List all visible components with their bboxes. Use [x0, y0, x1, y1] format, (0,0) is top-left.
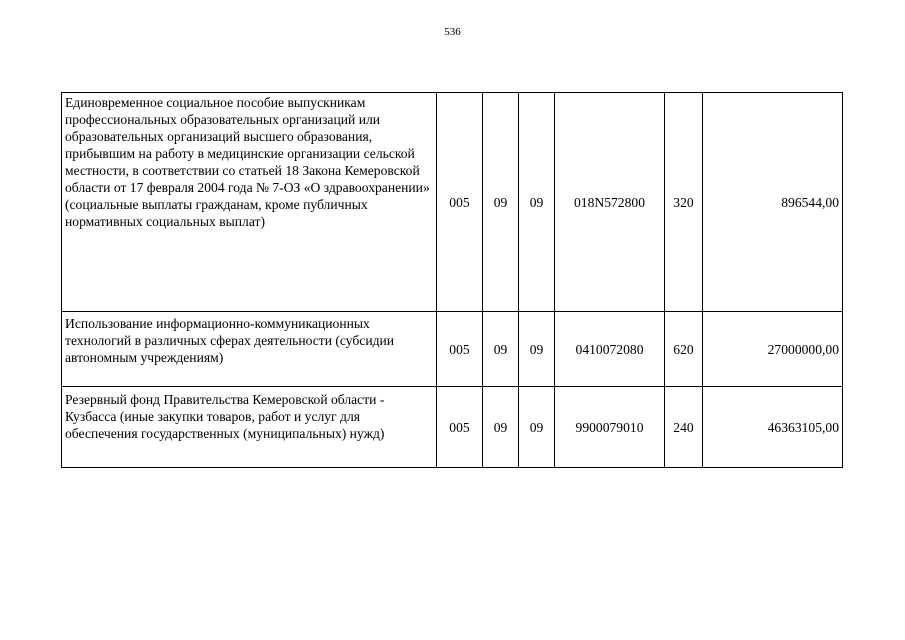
row-ministry-code: 005 — [437, 387, 483, 468]
row-amount: 896544,00 — [703, 93, 843, 312]
page-number: 536 — [444, 26, 461, 38]
row-ministry-code: 005 — [437, 93, 483, 312]
row-expense-type-code: 320 — [665, 93, 703, 312]
table-row — [62, 312, 843, 387]
row-subsection-code: 09 — [519, 93, 555, 312]
row-section-code: 09 — [483, 93, 519, 312]
row-name: Единовременное социальное пособие выпускникам профессиональных образовательных организаций или образовательных организаций высшего образования, прибывшим на работу в медицинские организации сельской местности, в соответствии со статьей 18 Закона Кемеровской области от 17 февраля 2004 года № 7-ОЗ «О здравоохранении» (социальные выплаты гражданам, кроме публичных нормативных социальных выплат) — [62, 93, 437, 312]
row-section-code: 09 — [483, 387, 519, 468]
row-expense-type-code: 620 — [665, 312, 703, 387]
row-subsection-code: 09 — [519, 387, 555, 468]
row-section-code: 09 — [483, 312, 519, 387]
row-amount: 46363105,00 — [703, 387, 843, 468]
table-row — [62, 93, 843, 312]
row-name: Резервный фонд Правительства Кемеровской области - Кузбасса (иные закупки товаров, работ и услуг для обеспечения государственных (муниципальных) нужд) — [62, 387, 437, 468]
budget-table — [61, 92, 843, 468]
row-target-article-code: 018N572800 — [555, 93, 665, 312]
row-target-article-code: 9900079010 — [555, 387, 665, 468]
row-amount: 27000000,00 — [703, 312, 843, 387]
row-subsection-code: 09 — [519, 312, 555, 387]
table-row — [62, 387, 843, 468]
row-ministry-code: 005 — [437, 312, 483, 387]
row-expense-type-code: 240 — [665, 387, 703, 468]
row-target-article-code: 0410072080 — [555, 312, 665, 387]
row-name: Использование информационно-коммуникационных технологий в различных сферах деятельности (субсидии автономным учреждениям) — [62, 312, 437, 387]
